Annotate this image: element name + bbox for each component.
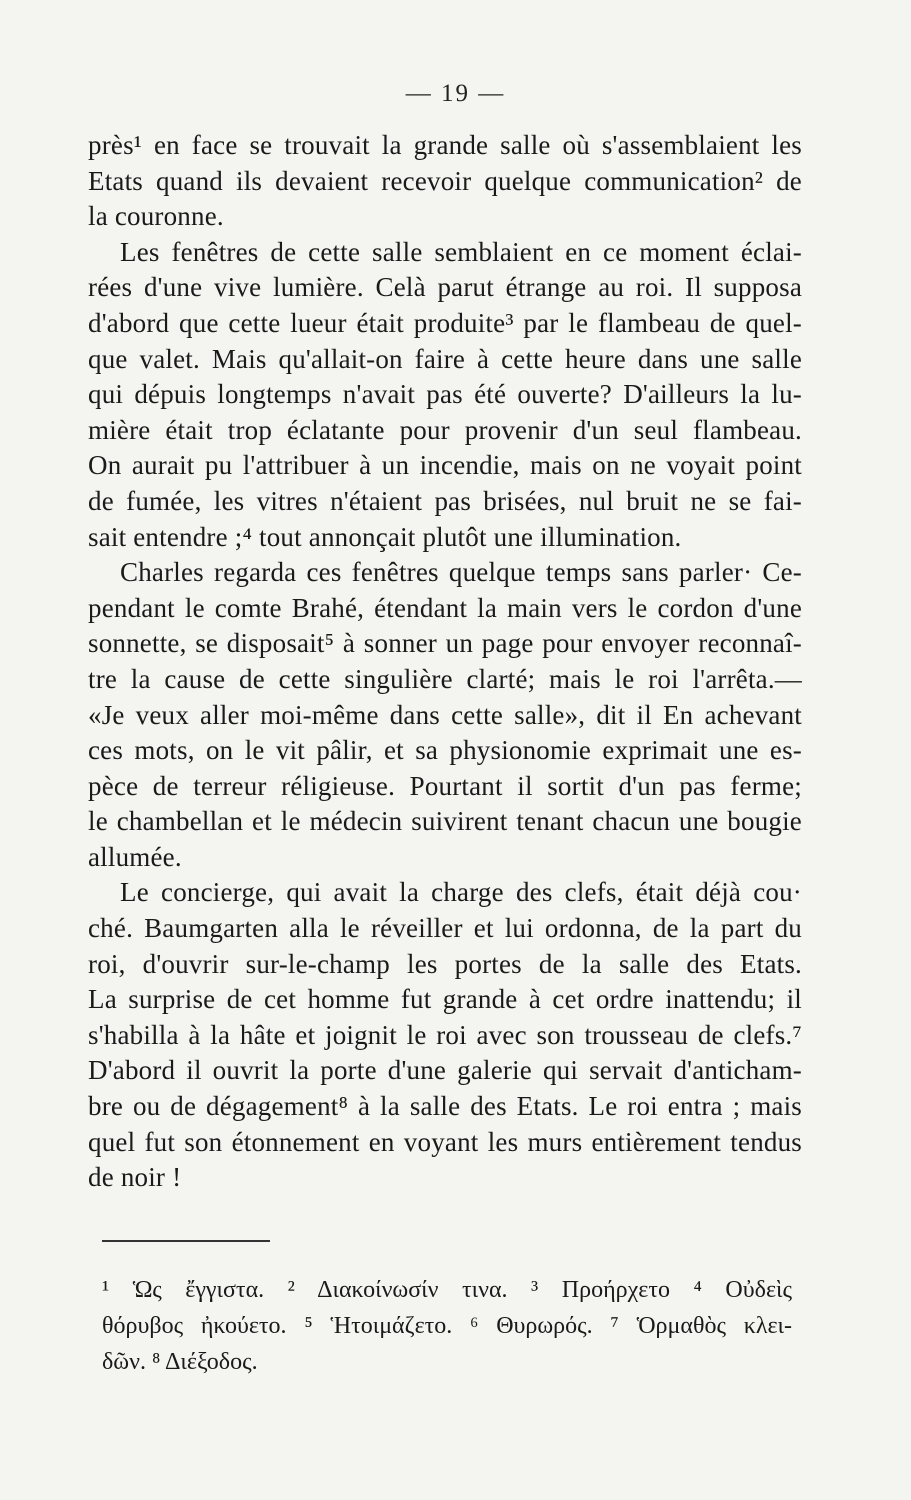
text-line: sait entendre ;⁴ tout annonçait plutôt une illumination. — [88, 521, 682, 552]
footnote-line: ¹ Ὡς ἔγγιστα. ² Διακοίνωσίν τινα. ³ Προήρχετο ⁴ Οὐδεὶς — [102, 1277, 792, 1303]
text-line: Les fenêtres de cette salle semblaient en ce moment éclai- — [120, 236, 802, 267]
text-line: «Je veux aller moi-même dans cette salle», dit il En achevant — [88, 699, 802, 730]
text-line: pèce de terreur réligieuse. Pourtant il sortit d'un pas ferme; — [88, 770, 802, 801]
text-line: bre ou de dégagement⁸ à la salle des Etats. Le roi entra ; mais — [88, 1091, 802, 1122]
text-line: ces mots, on le vit pâlir, et sa physionomie exprimait une es- — [88, 735, 802, 766]
text-line: roi, d'ouvrir sur-le-champ les portes de la salle des Etats. — [88, 948, 802, 979]
text-line: ché. Baumgarten alla le réveiller et lui ordonna, de la part du — [88, 913, 802, 944]
text-line: de fumée, les vitres n'étaient pas brisées, nul bruit ne se fai- — [88, 485, 802, 516]
text-line: On aurait pu l'attribuer à un incendie, mais on ne voyait point — [88, 450, 802, 481]
text-line: la couronne. — [88, 201, 224, 232]
text-line: mière était trop éclatante pour provenir d'un seul flambeau. — [88, 414, 802, 445]
text-line: Charles regarda ces fenêtres quelque temps sans parler· Ce- — [120, 557, 802, 588]
text-line: d'abord que cette lueur était produite³ par le flambeau de quel- — [88, 307, 802, 338]
main-text — [88, 128, 802, 1196]
footnote-divider — [102, 1240, 270, 1242]
footnote-line: δῶν. ⁸ Διέξοδος. — [102, 1349, 258, 1375]
page-number: — 19 — — [405, 80, 506, 107]
text-line: de noir ! — [88, 1162, 182, 1193]
footnotes — [102, 1272, 792, 1380]
text-line: tre la cause de cette singulière clarté; mais le roi l'arrêta.— — [88, 663, 802, 694]
text-line: qui dépuis longtemps n'avait pas été ouverte? D'ailleurs la lu- — [88, 379, 802, 410]
text-line: Le concierge, qui avait la charge des clefs, était déjà cou· — [120, 877, 802, 908]
text-line: le chambellan et le médecin suivirent tenant chacun une bougie — [88, 806, 802, 837]
text-line: sonnette, se disposait⁵ à sonner un page pour envoyer reconnaî- — [88, 628, 802, 659]
text-line: pendant le comte Brahé, étendant la main vers le cordon d'une — [88, 592, 802, 623]
text-line: La surprise de cet homme fut grande à cet ordre inattendu; il — [88, 984, 802, 1015]
text-line: Etats quand ils devaient recevoir quelque communication² de — [88, 165, 802, 196]
footnote-line: θόρυβος ἠκούετο. ⁵ Ἡτοιμάζετο. ⁶ Θυρωρός. ⁷ Ὁρμαθὸς κλει- — [102, 1313, 792, 1339]
text-line: que valet. Mais qu'allait-on faire à cette heure dans une salle — [88, 343, 802, 374]
text-line: s'habilla à la hâte et joignit le roi avec son trousseau de clefs.⁷ — [88, 1019, 802, 1050]
text-line: rées d'une vive lumière. Celà parut étrange au roi. Il supposa — [88, 272, 802, 303]
text-line: quel fut son étonnement en voyant les murs entièrement tendus — [88, 1126, 802, 1157]
text-line: près¹ en face se trouvait la grande salle où s'assemblaient les — [88, 130, 802, 160]
text-line: D'abord il ouvrit la porte d'une galerie qui servait d'anticham- — [88, 1055, 802, 1086]
text-line: allumée. — [88, 841, 182, 872]
